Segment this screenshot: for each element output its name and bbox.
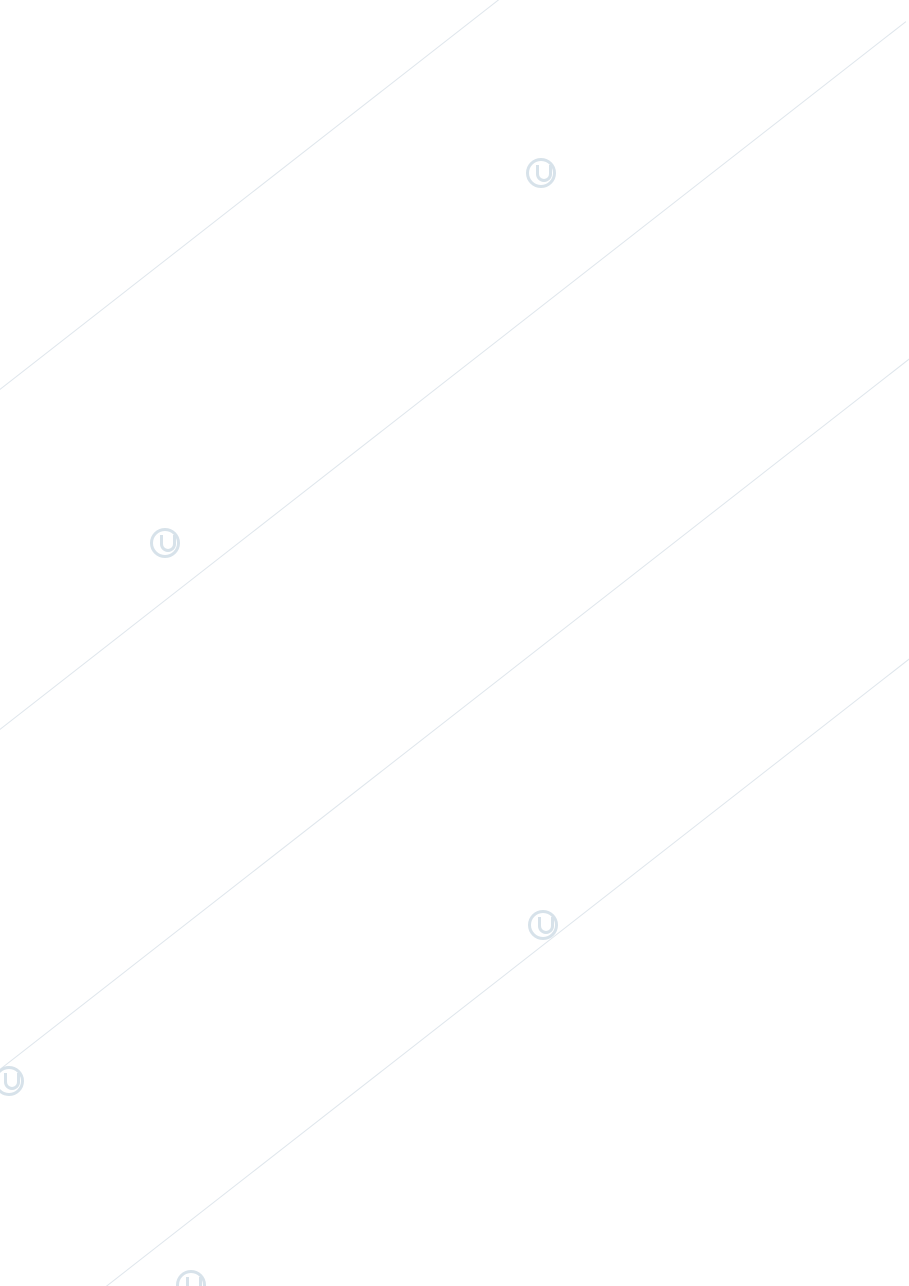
watermark-logo-icon <box>150 528 180 558</box>
document-body <box>72 80 838 99</box>
paragraph-spacer <box>72 80 838 99</box>
watermark-logo-icon <box>0 1066 24 1096</box>
watermark-logo-icon <box>528 910 558 940</box>
watermark-logo-icon <box>176 1270 206 1286</box>
watermark-logo-icon <box>526 158 556 188</box>
